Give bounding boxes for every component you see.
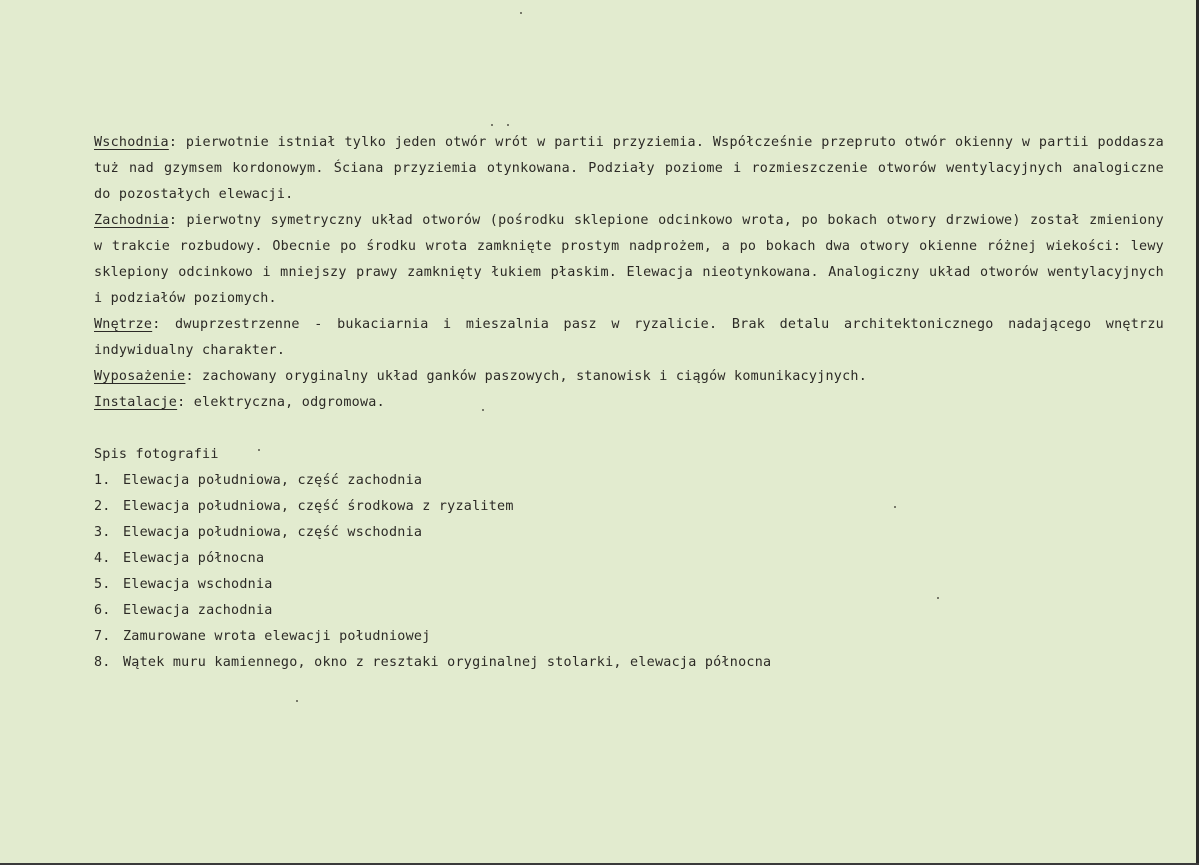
list-item — [94, 624, 1164, 650]
paper-speck — [507, 124, 509, 126]
list-item-number: 4. — [94, 551, 111, 566]
blank-line — [94, 416, 1164, 442]
list-item-text: Wątek muru kamiennego, okno z resztaki oryginalnej stolarki, elewacja północna — [123, 655, 772, 670]
list-item-text: Elewacja zachodnia — [123, 603, 273, 618]
list-item — [94, 650, 1164, 676]
document-body — [94, 130, 1164, 676]
list-item — [94, 494, 1164, 520]
photo-list — [94, 468, 1164, 676]
section-text: : pierwotny symetryczny układ otworów (pośrodku sklepione odcinkowo wrota, po bokach otwory drzwiowe) został zmieniony w trakcie rozbudowy. Obecnie po środku wrota zamknięte prostym nadprożem, a po bokach dwa otwory okienne różnej wiekości: lewy sklepiony odcinkowo i mniejszy prawy zamknięty łukiem płaskim. Elewacja nieotynkowana. Analogiczny układ otworów wentylacyjnych i podziałów poziomych. — [94, 213, 1164, 306]
photo-list-title: Spis fotografii — [94, 447, 219, 462]
list-item — [94, 572, 1164, 598]
list-item — [94, 520, 1164, 546]
section-text: : pierwotnie istniał tylko jeden otwór wrót w partii przyziemia. Współcześnie przepruto otwór okienny w partii poddasza tuż nad gzymsem kordonowym. Ściana przyziemia otynkowana. Podziały poziome i rozmieszczenie otworów wentylacyjnych analogiczne do pozostałych elewacji. — [94, 135, 1164, 202]
section-text: : dwuprzestrzenne - bukaciarnia i mieszalnia pasz w ryzalicie. Brak detalu architektonicznego nadającego wnętrzu indywidualny charakter. — [94, 317, 1164, 358]
section-label: Wyposażenie — [94, 369, 186, 384]
section-label: Wnętrze — [94, 317, 153, 332]
list-item — [94, 468, 1164, 494]
section-label: Zachodnia — [94, 213, 169, 228]
list-item — [94, 598, 1164, 624]
list-item-text: Elewacja południowa, część środkowa z ryzalitem — [123, 499, 514, 514]
paper-speck — [491, 124, 493, 126]
list-item-text: Elewacja północna — [123, 551, 265, 566]
list-item-text: Zamurowane wrota elewacji południowej — [123, 629, 431, 644]
section-instalacje — [94, 390, 1164, 416]
list-item-text: Elewacja południowa, część wschodnia — [123, 525, 423, 540]
paper-speck — [296, 700, 298, 702]
list-item-number: 6. — [94, 603, 111, 618]
section-zachodnia — [94, 208, 1164, 312]
paper-speck — [520, 12, 522, 14]
list-item-number: 1. — [94, 473, 111, 488]
section-wyposazenie — [94, 364, 1164, 390]
list-item-number: 8. — [94, 655, 111, 670]
section-text: : elektryczna, odgromowa. — [177, 395, 385, 410]
list-item — [94, 546, 1164, 572]
list-item-number: 3. — [94, 525, 111, 540]
section-wnetrze — [94, 312, 1164, 364]
section-label: Wschodnia — [94, 135, 169, 150]
section-text: : zachowany oryginalny układ ganków paszowych, stanowisk i ciągów komunikacyjnych. — [185, 369, 868, 384]
list-item-number: 7. — [94, 629, 111, 644]
list-item-text: Elewacja południowa, część zachodnia — [123, 473, 423, 488]
list-item-number: 5. — [94, 577, 111, 592]
section-wschodnia — [94, 130, 1164, 208]
list-item-text: Elewacja wschodnia — [123, 577, 273, 592]
section-label: Instalacje — [94, 395, 178, 410]
list-item-number: 2. — [94, 499, 111, 514]
